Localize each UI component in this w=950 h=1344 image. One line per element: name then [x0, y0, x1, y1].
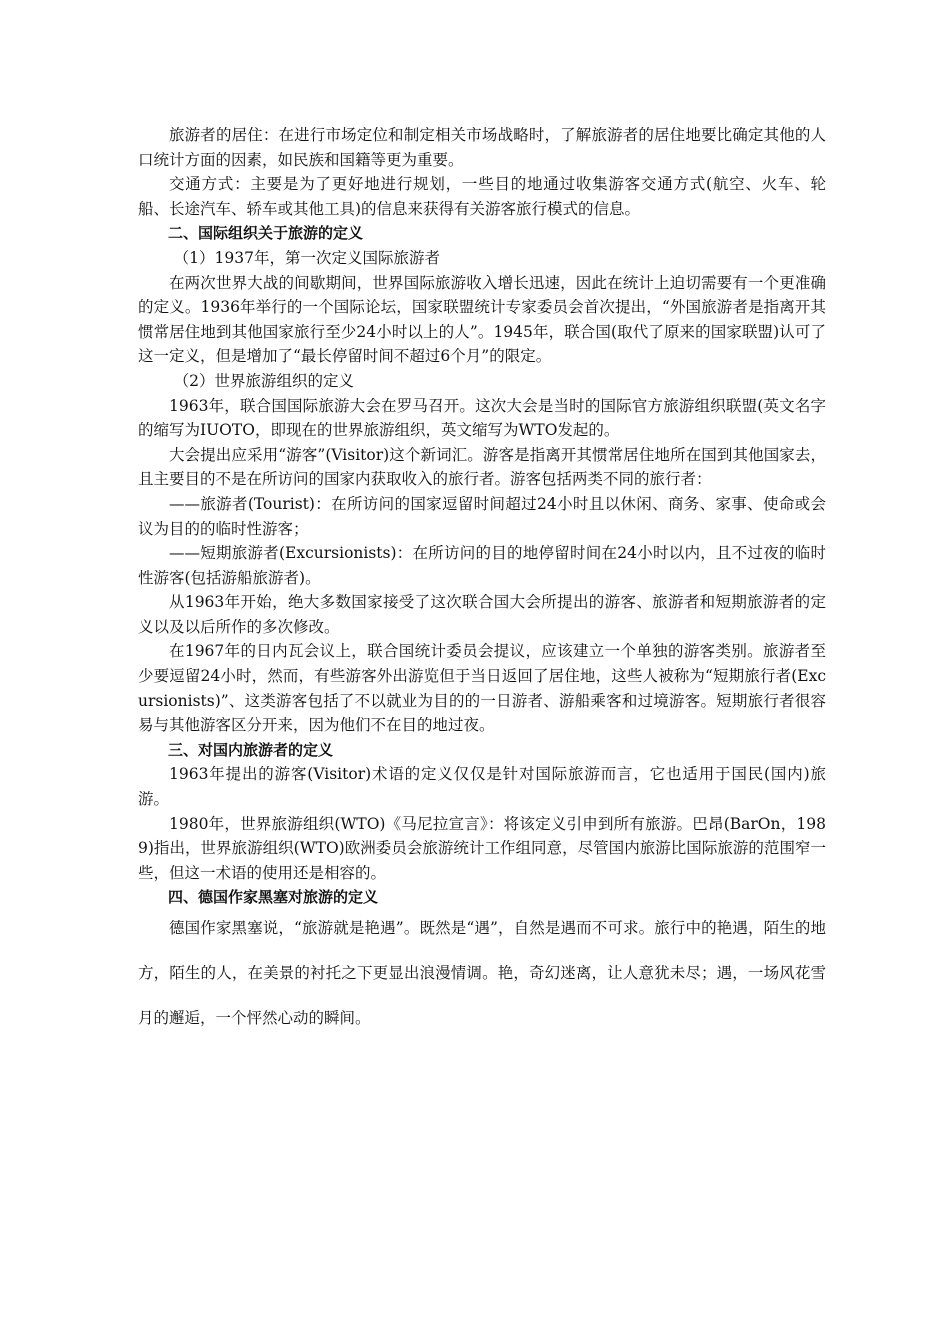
paragraph-interwar: 在两次世界大战的间歇期间，世界国际旅游收入增长迅速，因此在统计上迫切需要有一个更准确的定义。1936年举行的一个国际论坛，国家联盟统计专家委员会首次提出，“外国旅游者是指离开其惯常居住地到其他国家旅行至少24小时以上的人”。1945年，联合国(取代了原来的国家联盟)认可了这一定义，但是增加了“最长停留时间不超过6个月”的限定。 [138, 273, 826, 366]
paragraph-geneva-1967: 在1967年的日内瓦会议上，联合国统计委员会提议，应该建立一个单独的游客类别。旅游者至少要逗留24小时，然而，有些游客外出游览但于当日返回了居住地，这些人被称为“短期旅行者(Excursionists)”、这类游客包括了不以就业为目的的一日游者、游船乘客和过境游客。短期旅行者很容易与其他游客区分开来，因为他们不在目的地过夜。 [138, 642, 826, 735]
heading-hesse-definition: 四、德国作家黑塞对旅游的定义 [168, 888, 379, 907]
paragraph-residence: 旅游者的居住：在进行市场定位和制定相关市场战略时，了解旅游者的居住地要比确定其他的人口统计方面的因素，如民族和国籍等更为重要。 [138, 126, 826, 169]
paragraph-manila-declaration: 1980年，世界旅游组织(WTO)《马尼拉宣言》：将该定义引申到所有旅游。巴昂(BarOn，1989)指出，世界旅游组织(WTO)欧洲委员会旅游统计工作组同意，尽管国内旅游比国际旅游的范围窄一些，但这一术语的使用还是相容的。 [138, 814, 826, 882]
subheading-wto-definition: （2）世界旅游组织的定义 [173, 371, 355, 390]
paragraph-visitor-domestic: 1963年提出的游客(Visitor)术语的定义仅仅是针对国际旅游而言，它也适用于国民(国内)旅游。 [138, 765, 826, 809]
paragraph-visitor-term: 大会提出应采用“游客”(Visitor)这个新词汇。游客是指离开其惯常居住地所在国到其他国家去，且主要目的不是在所访问的国家内获取收入的旅行者。游客包括两类不同的旅行者： [138, 445, 826, 489]
paragraph-excursionists: ——短期旅游者(Excursionists)：在所访问的目的地停留时间在24小时以内，且不过夜的临时性游客(包括游船旅游者)。 [138, 544, 826, 587]
paragraph-1963-rome: 1963年，联合国国际旅游大会在罗马召开。这次大会是当时的国际官方旅游组织联盟(英文名字的缩写为IUOTO，即现在的世界旅游组织，英文缩写为WTO发起的。 [138, 396, 826, 440]
heading-domestic-definition: 三、对国内旅游者的定义 [168, 740, 334, 759]
paragraph-hesse: 德国作家黑塞说，“旅游就是艳遇”。既然是“遇”，自然是遇而不可求。旅行中的艳遇，陌生的地方，陌生的人，在美景的衬托之下更显出浪漫情调。艳，奇幻迷离，让人意犹未尽；遇，一场风花雪月的邂逅，一个怦然心动的瞬间。 [138, 919, 826, 1027]
paragraph-transport: 交通方式：主要是为了更好地进行规划，一些目的地通过收集游客交通方式(航空、火车、轮船、长途汽车、轿车或其他工具)的信息来获得有关游客旅行模式的信息。 [138, 175, 826, 218]
heading-international-definition: 二、国际组织关于旅游的定义 [168, 224, 364, 243]
document-page [138, 123, 826, 1041]
subheading-1937: （1）1937年，第一次定义国际旅游者 [173, 248, 440, 267]
paragraph-since-1963: 从1963年开始，绝大多数国家接受了这次联合国大会所提出的游客、旅游者和短期旅游者的定义以及以后所作的多次修改。 [138, 593, 826, 636]
paragraph-tourist: ——旅游者(Tourist)：在所访问的国家逗留时间超过24小时且以休闲、商务、家事、使命或会议为目的的临时性游客； [138, 494, 826, 538]
